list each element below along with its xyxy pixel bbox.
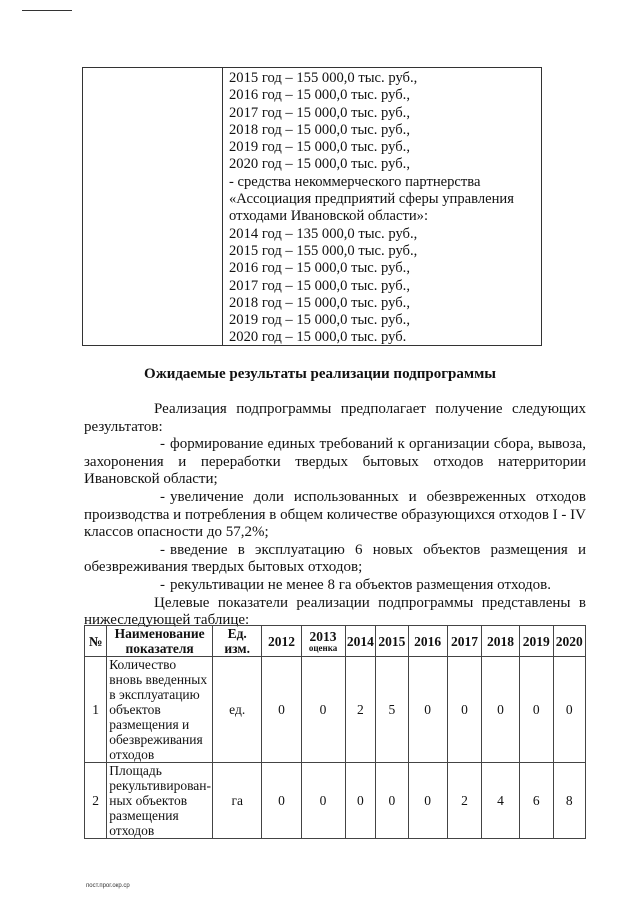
header-label: № bbox=[88, 633, 103, 649]
header-label: 2019 bbox=[522, 633, 550, 649]
funding-line: «Ассоциация предприятий сферы управления bbox=[229, 191, 514, 208]
unit: га bbox=[213, 763, 262, 839]
header-label: 2014 bbox=[346, 633, 374, 649]
section-heading: Ожидаемые результаты реализации подпрограммы bbox=[143, 366, 497, 382]
header-label: 2013 bbox=[309, 629, 337, 644]
header-label: 2018 bbox=[487, 633, 515, 649]
indicator-name: Площадь рекультивирован-ных объектов размещения отходов bbox=[107, 763, 213, 839]
year-value: 4 bbox=[482, 763, 520, 839]
header-label: 2017 bbox=[450, 633, 478, 649]
result-text: рекультивации не менее 8 га объектов размещения отходов. bbox=[170, 576, 551, 593]
funding-line: 2017 год – 15 000,0 тыс. руб., bbox=[229, 104, 410, 121]
funding-line: 2014 год – 135 000,0 тыс. руб., bbox=[229, 225, 418, 242]
column-header bbox=[107, 626, 213, 657]
column-header bbox=[519, 626, 553, 657]
header-label: 2020 bbox=[555, 633, 583, 649]
year-value: 5 bbox=[376, 657, 408, 763]
year-value: 0 bbox=[482, 657, 520, 763]
result-item bbox=[84, 577, 586, 595]
year-value: 0 bbox=[301, 763, 345, 839]
column-header bbox=[301, 626, 345, 657]
year-value: 0 bbox=[447, 657, 482, 763]
year-value: 0 bbox=[376, 763, 408, 839]
column-header bbox=[85, 626, 107, 657]
year-value: 2 bbox=[345, 657, 376, 763]
year-value: 0 bbox=[301, 657, 345, 763]
results-list bbox=[84, 436, 586, 594]
year-value: 0 bbox=[408, 763, 447, 839]
header-label: Наименование показателя bbox=[114, 626, 205, 656]
funding-line: 2016 год – 15 000,0 тыс. руб., bbox=[229, 260, 410, 277]
intro-paragraph: Реализация подпрограммы предполагает получение следующих результатов: bbox=[84, 401, 586, 435]
header-label: 2012 bbox=[267, 633, 295, 649]
year-value: 0 bbox=[519, 657, 553, 763]
result-text: формирование единых требований к организации сбора, вывоза, захоронения и переработки твердых бытовых отходов натерритории Ивановской области; bbox=[84, 436, 586, 488]
column-header bbox=[376, 626, 408, 657]
results-text bbox=[84, 401, 586, 630]
funding-line: 2018 год – 15 000,0 тыс. руб., bbox=[229, 121, 410, 138]
result-text: введение в эксплуатацию 6 новых объектов размещения и обезвреживания твердых бытовых отходов; bbox=[84, 541, 586, 576]
row-number: 1 bbox=[85, 657, 107, 763]
funding-line: 2016 год – 15 000,0 тыс. руб., bbox=[229, 87, 410, 104]
funding-line: 2017 год – 15 000,0 тыс. руб., bbox=[229, 277, 410, 294]
dash-marker: - bbox=[160, 541, 165, 558]
funding-line: 2020 год – 15 000,0 тыс. руб., bbox=[229, 156, 410, 173]
table-row bbox=[85, 657, 586, 763]
year-value: 6 bbox=[519, 763, 553, 839]
column-header bbox=[345, 626, 376, 657]
indicator-name: Количество вновь введенных в эксплуатацию объектов размещения и обезвреживания отходов bbox=[107, 657, 213, 763]
year-value: 2 bbox=[447, 763, 482, 839]
funding-line: отходами Ивановской области»: bbox=[229, 208, 429, 225]
column-header bbox=[213, 626, 262, 657]
year-value: 0 bbox=[262, 763, 301, 839]
column-header bbox=[408, 626, 447, 657]
column-header bbox=[553, 626, 585, 657]
unit: ед. bbox=[213, 657, 262, 763]
row-number: 2 bbox=[85, 763, 107, 839]
funding-line: 2018 год – 15 000,0 тыс. руб., bbox=[229, 294, 410, 311]
result-item bbox=[84, 436, 586, 489]
funding-line: 2019 год – 15 000,0 тыс. руб., bbox=[229, 312, 410, 329]
header-label: 2016 bbox=[414, 633, 442, 649]
year-value: 8 bbox=[553, 763, 585, 839]
result-item bbox=[84, 489, 586, 542]
funding-table bbox=[82, 67, 542, 346]
table-row bbox=[85, 763, 586, 839]
year-value: 0 bbox=[408, 657, 447, 763]
top-rule bbox=[22, 10, 72, 11]
funding-line: 2015 год – 155 000,0 тыс. руб., bbox=[229, 70, 418, 86]
year-value: 0 bbox=[262, 657, 301, 763]
footer-code: пост.прог.окр.ср bbox=[86, 883, 130, 889]
funding-lines bbox=[229, 70, 514, 347]
header-note: оценка bbox=[308, 643, 338, 653]
header-label: 2015 bbox=[378, 633, 406, 649]
year-value: 0 bbox=[345, 763, 376, 839]
result-text: увеличение доли использованных и обезвреженных отходов производства и потребления в общем количестве образующихся отходов I - IV классов опасности до 57,2%; bbox=[84, 488, 586, 541]
dash-marker: - bbox=[160, 436, 165, 453]
result-item bbox=[84, 542, 586, 577]
funding-line: 2019 год – 15 000,0 тыс. руб., bbox=[229, 139, 410, 156]
target-indicators-table bbox=[84, 625, 586, 839]
table-intro: Целевые показатели реализации подпрограммы представлены в нижеследующей таблице: bbox=[84, 594, 586, 629]
column-header bbox=[262, 626, 301, 657]
dash-marker: - bbox=[160, 576, 165, 593]
year-value: 0 bbox=[553, 657, 585, 763]
funding-line: 2020 год – 15 000,0 тыс. руб. bbox=[229, 329, 407, 346]
table-header-row bbox=[85, 626, 586, 657]
dash-marker: - bbox=[160, 488, 165, 505]
column-divider bbox=[222, 68, 223, 345]
funding-line: - средства некоммерческого партнерства bbox=[229, 173, 481, 190]
funding-line: 2015 год – 155 000,0 тыс. руб., bbox=[229, 242, 418, 259]
header-label: Ед. изм. bbox=[224, 626, 250, 656]
column-header bbox=[447, 626, 482, 657]
column-header bbox=[482, 626, 520, 657]
